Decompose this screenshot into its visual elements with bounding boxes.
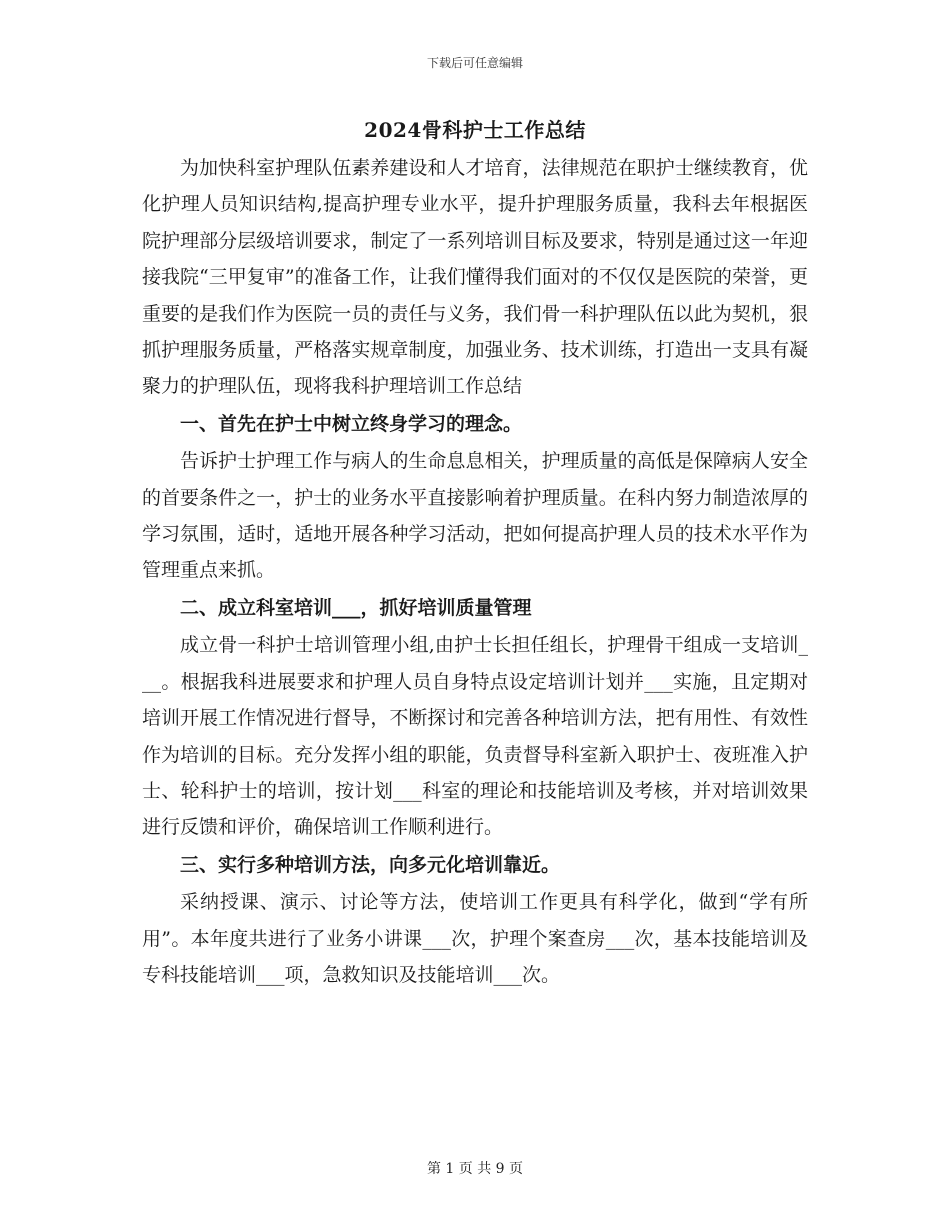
section-heading-1: 一、首先在护士中树立终身学习的理念。 (180, 412, 523, 435)
section-2-paragraph: 成立骨一科护士培训管理小组,由护士长担任组长，护理骨干组成一支培训___。根据我科进展要求和护理人员自身特点设定培训计划并___实施，且定期对培训开展工作情况进行督导，不断探讨和完善各种培训方法，把有用性、有效性作为培训的目标。充分发挥小组的职能，负责督导科室新入职护士、夜班准入护士、轮科护士的培训，按计划___科室的理论和技能培训及考核，并对培训效果进行反馈和评价，确保培训工作顺利进行。 (142, 634, 808, 839)
section-1-paragraph: 告诉护士护理工作与病人的生命息息相关，护理质量的高低是保障病人安全的首要条件之一，护士的业务水平直接影响着护理质量。在科内努力制造浓厚的学习氛围，适时，适地开展各种学习活动，把如何提高护理人员的技术水平作为管理重点来抓。 (142, 450, 808, 582)
intro-paragraph: 为加快科室护理队伍素养建设和人才培育，法律规范在职护士继续教育，优化护理人员知识结构,提高护理专业水平，提升护理服务质量，我科去年根据医院护理部分层级培训要求，制定了一系列培训目标及要求，特别是通过这一年迎接我院“三甲复审”的准备工作，让我们懂得我们面对的不仅仅是医院的荣誉，更重要的是我们作为医院一员的责任与义务，我们骨一科护理队伍以此为契机，狠抓护理服务质量，严格落实规章制度，加强业务、技术训练，打造出一支具有凝聚力的护理队伍，现将我科护理培训工作总结 (142, 157, 808, 398)
section-3-paragraph: 采纳授课、演示、讨论等方法，使培训工作更具有科学化，做到“学有所用”。本年度共进行了业务小讲课___次，护理个案查房___次，基本技能培训及专科技能培训___项，急救知识及技能培训___次。 (142, 891, 808, 986)
section-heading-3: 三、实行多种培训方法，向多元化培训靠近。 (180, 853, 561, 876)
page-title: 2024骨科护士工作总结 (364, 118, 586, 142)
page-footer: 第 1 页 共 9 页 (426, 1161, 524, 1177)
section-heading-2: 二、成立科室培训___，抓好培训质量管理 (180, 596, 532, 619)
document-body (142, 150, 808, 993)
header-note: 下载后可任意编辑 (426, 56, 523, 70)
